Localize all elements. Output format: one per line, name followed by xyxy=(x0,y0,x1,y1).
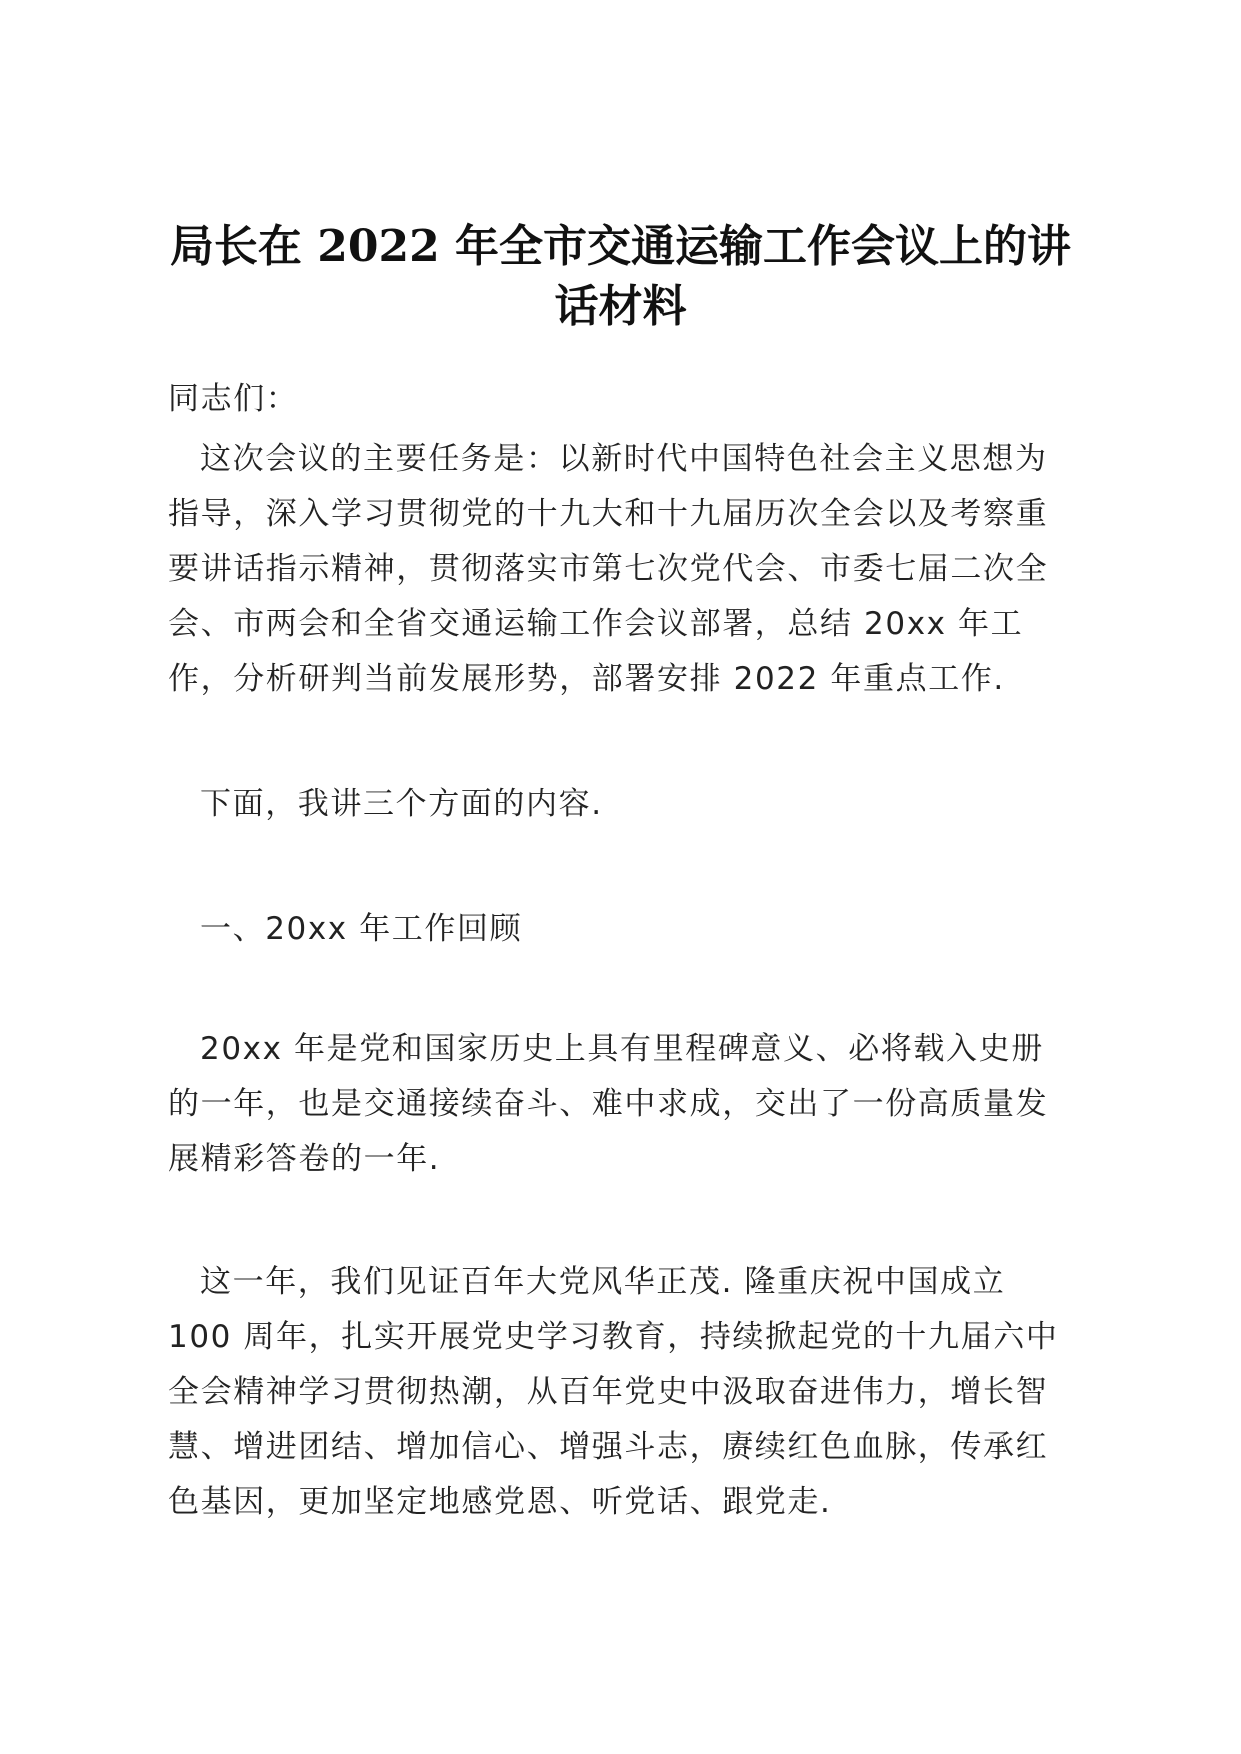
salutation: 同志们： xyxy=(168,381,299,417)
document-title-line-2: 话材料 xyxy=(554,281,687,332)
document-title-line-1: 局长在 2022 年全市交通运输工作会议上的讲 xyxy=(169,221,1072,272)
paragraph-year-significance: 20xx 年是党和国家历史上具有里程碑意义、必将载入史册的一年，也是交通接续奋斗、难中求成，交出了一份高质量发展精彩答卷的一年. xyxy=(168,1031,1049,1177)
paragraph-party-centenary: 这一年，我们见证百年大党风华正茂. 隆重庆祝中国成立 100 周年，扎实开展党史学习教育，持续掀起党的十九届六中全会精神学习贯彻热潮，从百年党史中汲取奋进伟力，增长智慧、增进团结、增加信心、增强斗志，赓续红色血脉，传承红色基因，更加坚定地感党恩、听党话、跟党走. xyxy=(168,1264,1059,1520)
paragraph-meeting-tasks: 这次会议的主要任务是：以新时代中国特色社会主义思想为指导，深入学习贯彻党的十九大和十九届历次全会以及考察重要讲话指示精神，贯彻落实市第七次党代会、市委七届二次全会、市两会和全省交通运输工作会议部署，总结 20xx 年工作，分析研判当前发展形势，部署安排 2022 年重点工作. xyxy=(168,441,1049,697)
section-heading-work-review: 一、20xx 年工作回顾 xyxy=(200,911,523,947)
paragraph-three-aspects: 下面，我讲三个方面的内容. xyxy=(200,786,603,822)
